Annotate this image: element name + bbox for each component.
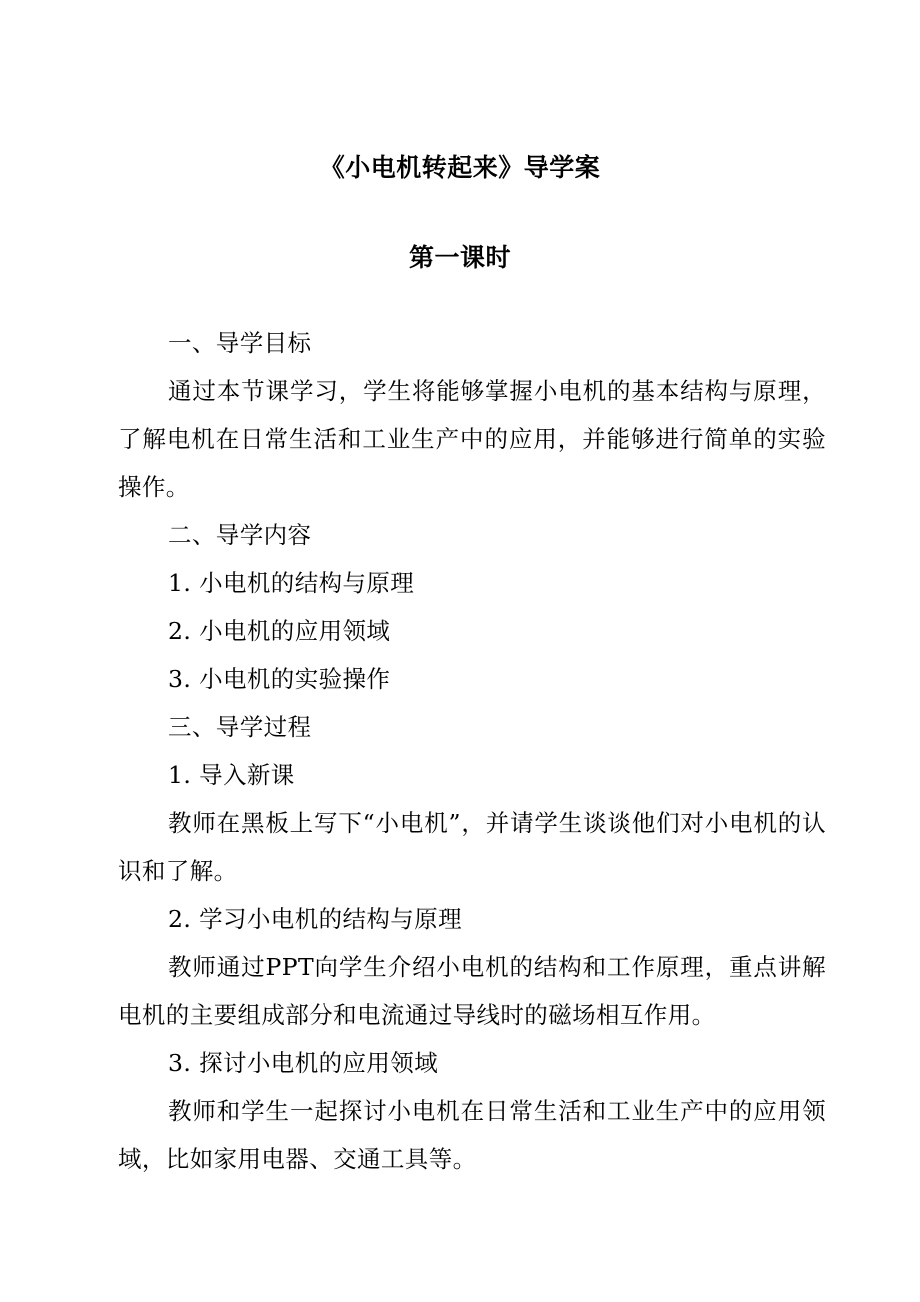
section-heading-process: 三、导学过程	[168, 713, 312, 741]
process-step-2-text: 教师通过PPT向学生介绍小电机的结构和工作原理，重点讲解电机的主要组成部分和电流通过导线时的磁场相互作用。	[118, 953, 826, 1029]
document-body	[118, 319, 826, 1183]
process-step-3-heading: 3. 探讨小电机的应用领域	[168, 1049, 439, 1077]
content-item-2: 2. 小电机的应用领域	[168, 617, 391, 645]
content-item-1: 1. 小电机的结构与原理	[168, 569, 415, 597]
process-step-2-heading: 2. 学习小电机的结构与原理	[168, 905, 462, 933]
document-title: 《小电机转起来》导学案	[319, 153, 601, 182]
paragraph-goals: 通过本节课学习，学生将能够掌握小电机的基本结构与原理，了解电机在日常生活和工业生产中的应用，并能够进行简单的实验操作。	[118, 377, 826, 501]
lesson-subtitle: 第一课时	[408, 243, 511, 272]
process-step-1-heading: 1. 导入新课	[168, 761, 295, 789]
process-step-1-text: 教师在黑板上写下“小电机”，并请学生谈谈他们对小电机的认识和了解。	[118, 809, 826, 885]
content-item-3: 3. 小电机的实验操作	[168, 665, 391, 693]
section-heading-content: 二、导学内容	[168, 521, 312, 549]
section-heading-goals: 一、导学目标	[168, 329, 312, 357]
process-step-3-text: 教师和学生一起探讨小电机在日常生活和工业生产中的应用领域，比如家用电器、交通工具等。	[118, 1097, 826, 1173]
